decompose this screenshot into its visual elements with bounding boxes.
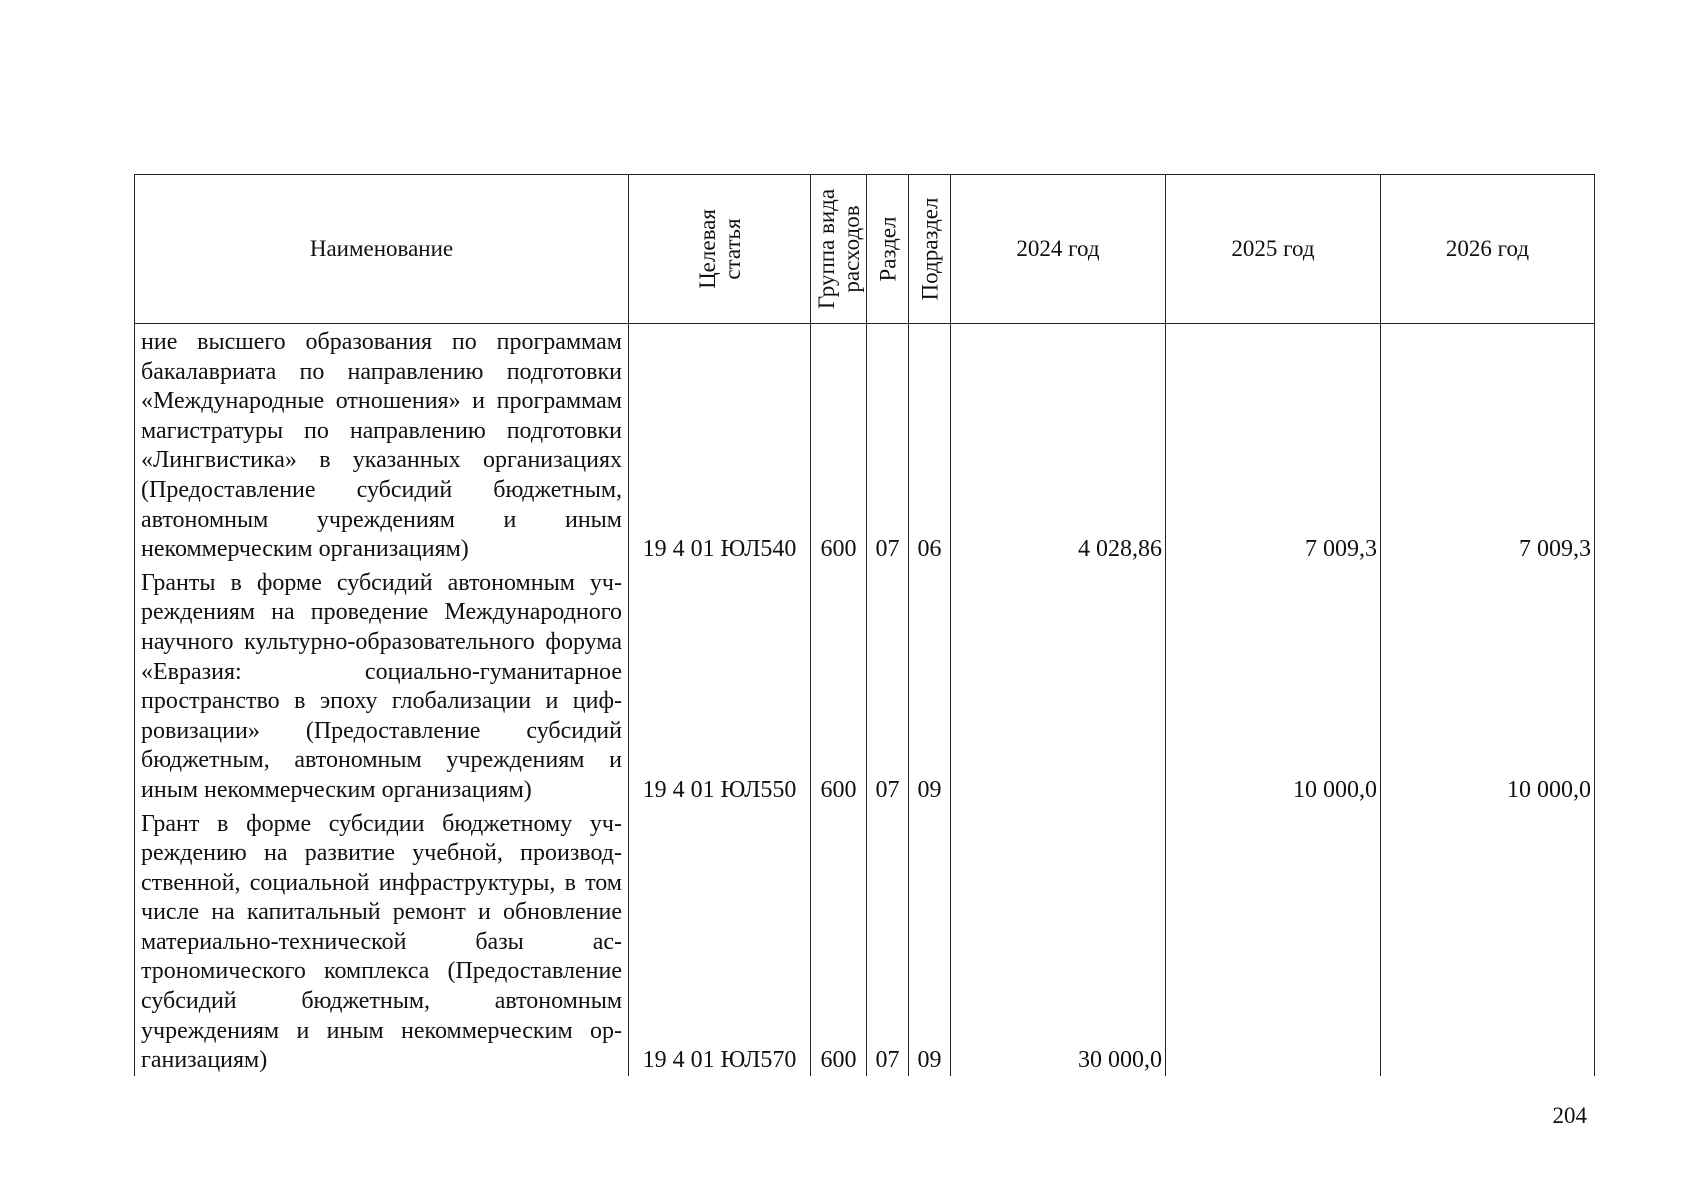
header-target-article xyxy=(629,175,811,324)
row-section: 07 xyxy=(867,324,909,565)
header-section xyxy=(867,175,909,324)
row-subsection: 06 xyxy=(909,324,951,565)
page-number: 204 xyxy=(1552,1103,1587,1128)
header-expense-group xyxy=(811,175,867,324)
header-2025 xyxy=(1166,175,1381,324)
table-row xyxy=(135,565,1595,806)
table-row xyxy=(135,324,1595,565)
header-target-article-line-2: статья xyxy=(719,218,745,280)
row-name: ние высшего образования по программам бакалавриата по направлению подготовки «Международные отношения» и программам магистратуры по направлению подготовки «Лингвистика» в указанных организациях (Предоставление субсидий бюджетным, автономным учреждениям и иным некоммерческим организациям) xyxy=(135,324,629,565)
row-2026 xyxy=(1381,806,1595,1076)
row-name: Грант в форме субсидии бюджетному учреждению на развитие учебной, производственной, социальной инфраструктуры, в том числе на капитальный ремонт и обновление материально-технической базы астрономического комплекса (Предоставление субсидий бюджетным, автономным учреждениям и иным некоммерческим организациям) xyxy=(135,806,629,1076)
row-target-article: 19 4 01 ЮЛ570 xyxy=(629,806,811,1076)
header-name-label: Наименование xyxy=(309,236,454,261)
row-subsection: 09 xyxy=(909,565,951,806)
header-subsection-label xyxy=(917,198,942,301)
header-expense-group-line-2: расходов xyxy=(838,205,864,293)
header-subsection-text: Подраздел xyxy=(917,197,942,301)
row-target-article: 19 4 01 ЮЛ550 xyxy=(629,565,811,806)
header-2025-label: 2025 год xyxy=(1231,236,1315,261)
row-2025 xyxy=(1166,806,1381,1076)
header-section-text: Раздел xyxy=(875,216,900,282)
row-2026: 10 000,0 xyxy=(1381,565,1595,806)
row-subsection: 09 xyxy=(909,806,951,1076)
header-expense-group-label xyxy=(814,189,864,309)
row-target-article: 19 4 01 ЮЛ540 xyxy=(629,324,811,565)
header-expense-group-line-1: Группа вида xyxy=(813,188,839,310)
budget-table-grid xyxy=(134,174,1595,1076)
header-2024-label: 2024 год xyxy=(1016,236,1100,261)
row-2026: 7 009,3 xyxy=(1381,324,1595,565)
row-2024: 4 028,86 xyxy=(951,324,1166,565)
header-section-label xyxy=(875,216,900,281)
header-2026-label: 2026 год xyxy=(1445,236,1530,261)
row-section: 07 xyxy=(867,806,909,1076)
row-expense-group: 600 xyxy=(811,324,867,565)
header-target-article-label xyxy=(695,209,745,289)
row-2024 xyxy=(951,565,1166,806)
row-section: 07 xyxy=(867,565,909,806)
budget-table xyxy=(134,174,1594,1081)
row-name: Гранты в форме субсидий автономным учреждениям на проведение Международного научного культурно-образовательного форума «Евразия: социально-гуманитарное пространство в эпоху глобализации и цифровизации» (Предоставление субсидий бюджетным, автономным учреждениям и иным некоммерческим организациям) xyxy=(135,565,629,806)
row-2024: 30 000,0 xyxy=(951,806,1166,1076)
header-name xyxy=(135,175,629,324)
header-target-article-line-1: Целевая xyxy=(694,209,720,289)
header-2024 xyxy=(951,175,1166,324)
row-2025: 7 009,3 xyxy=(1166,324,1381,565)
row-expense-group: 600 xyxy=(811,806,867,1076)
row-expense-group: 600 xyxy=(811,565,867,806)
header-subsection xyxy=(909,175,951,324)
row-2025: 10 000,0 xyxy=(1166,565,1381,806)
header-row xyxy=(135,175,1595,324)
table-row xyxy=(135,806,1595,1076)
header-2026 xyxy=(1381,175,1595,324)
